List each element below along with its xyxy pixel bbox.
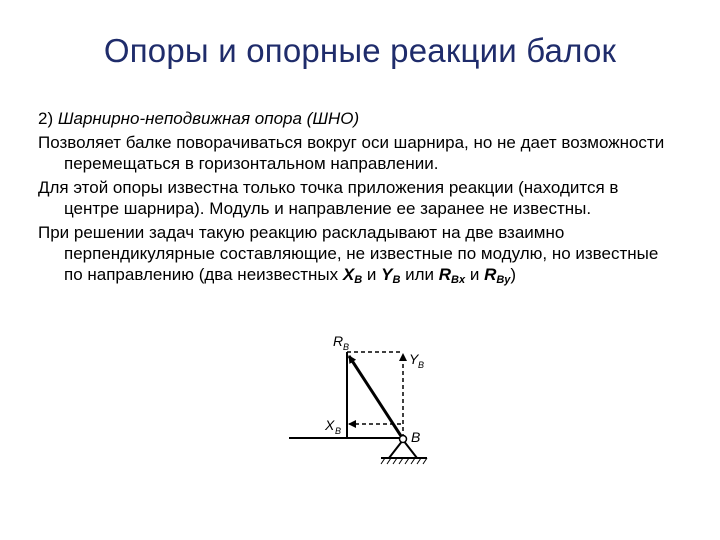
xb-subscript: B bbox=[354, 274, 363, 286]
yb-subscript: B bbox=[392, 274, 401, 286]
slide-title: Опоры и опорные реакции балок bbox=[103, 32, 617, 69]
rbx-symbol: R bbox=[438, 265, 452, 284]
slide-body bbox=[38, 108, 678, 294]
support-reaction-diagram bbox=[285, 330, 445, 470]
yb-label: Y bbox=[409, 351, 419, 367]
rb-label-sub: B bbox=[343, 342, 350, 352]
conj-and-2: и bbox=[465, 265, 485, 284]
conj-or: или bbox=[400, 265, 439, 284]
item-number: 2) bbox=[38, 109, 58, 128]
point-b-label: B bbox=[411, 429, 421, 445]
hinge-pin bbox=[400, 436, 407, 443]
rby-subscript: By bbox=[496, 274, 511, 286]
paragraph-reaction-point: Для этой опоры известна только точка приложения реакции (находится в центре шарнира). Модуль и направление ее заранее не известны. bbox=[38, 178, 619, 218]
rb-label: R bbox=[333, 333, 344, 349]
decomposition-text: При решении задач такую реакцию раскладывают на две взаимно перпендикулярные составляющие, не известные по модулю, но известные по направлению (два неизвестных bbox=[38, 223, 659, 284]
conj-and-1: и bbox=[362, 265, 382, 284]
xb-symbol: X bbox=[342, 265, 355, 284]
yb-label-sub: B bbox=[418, 360, 425, 370]
yb-symbol: Y bbox=[381, 265, 393, 284]
xb-label-sub: B bbox=[335, 426, 342, 436]
rbx-subscript: Bx bbox=[451, 274, 466, 286]
paragraph-description: Позволяет балке поворачиваться вокруг оси шарнира, но не дает возможности перемещаться в горизонтальном направлении. bbox=[38, 133, 665, 173]
paragraph-support-type bbox=[38, 108, 678, 129]
paragraph-decomposition bbox=[38, 222, 678, 291]
closing-paren: ) bbox=[510, 265, 517, 284]
support-term: Шарнирно-неподвижная опора (ШНО) bbox=[57, 109, 360, 128]
xb-label: X bbox=[325, 417, 335, 433]
rby-symbol: R bbox=[484, 265, 497, 284]
